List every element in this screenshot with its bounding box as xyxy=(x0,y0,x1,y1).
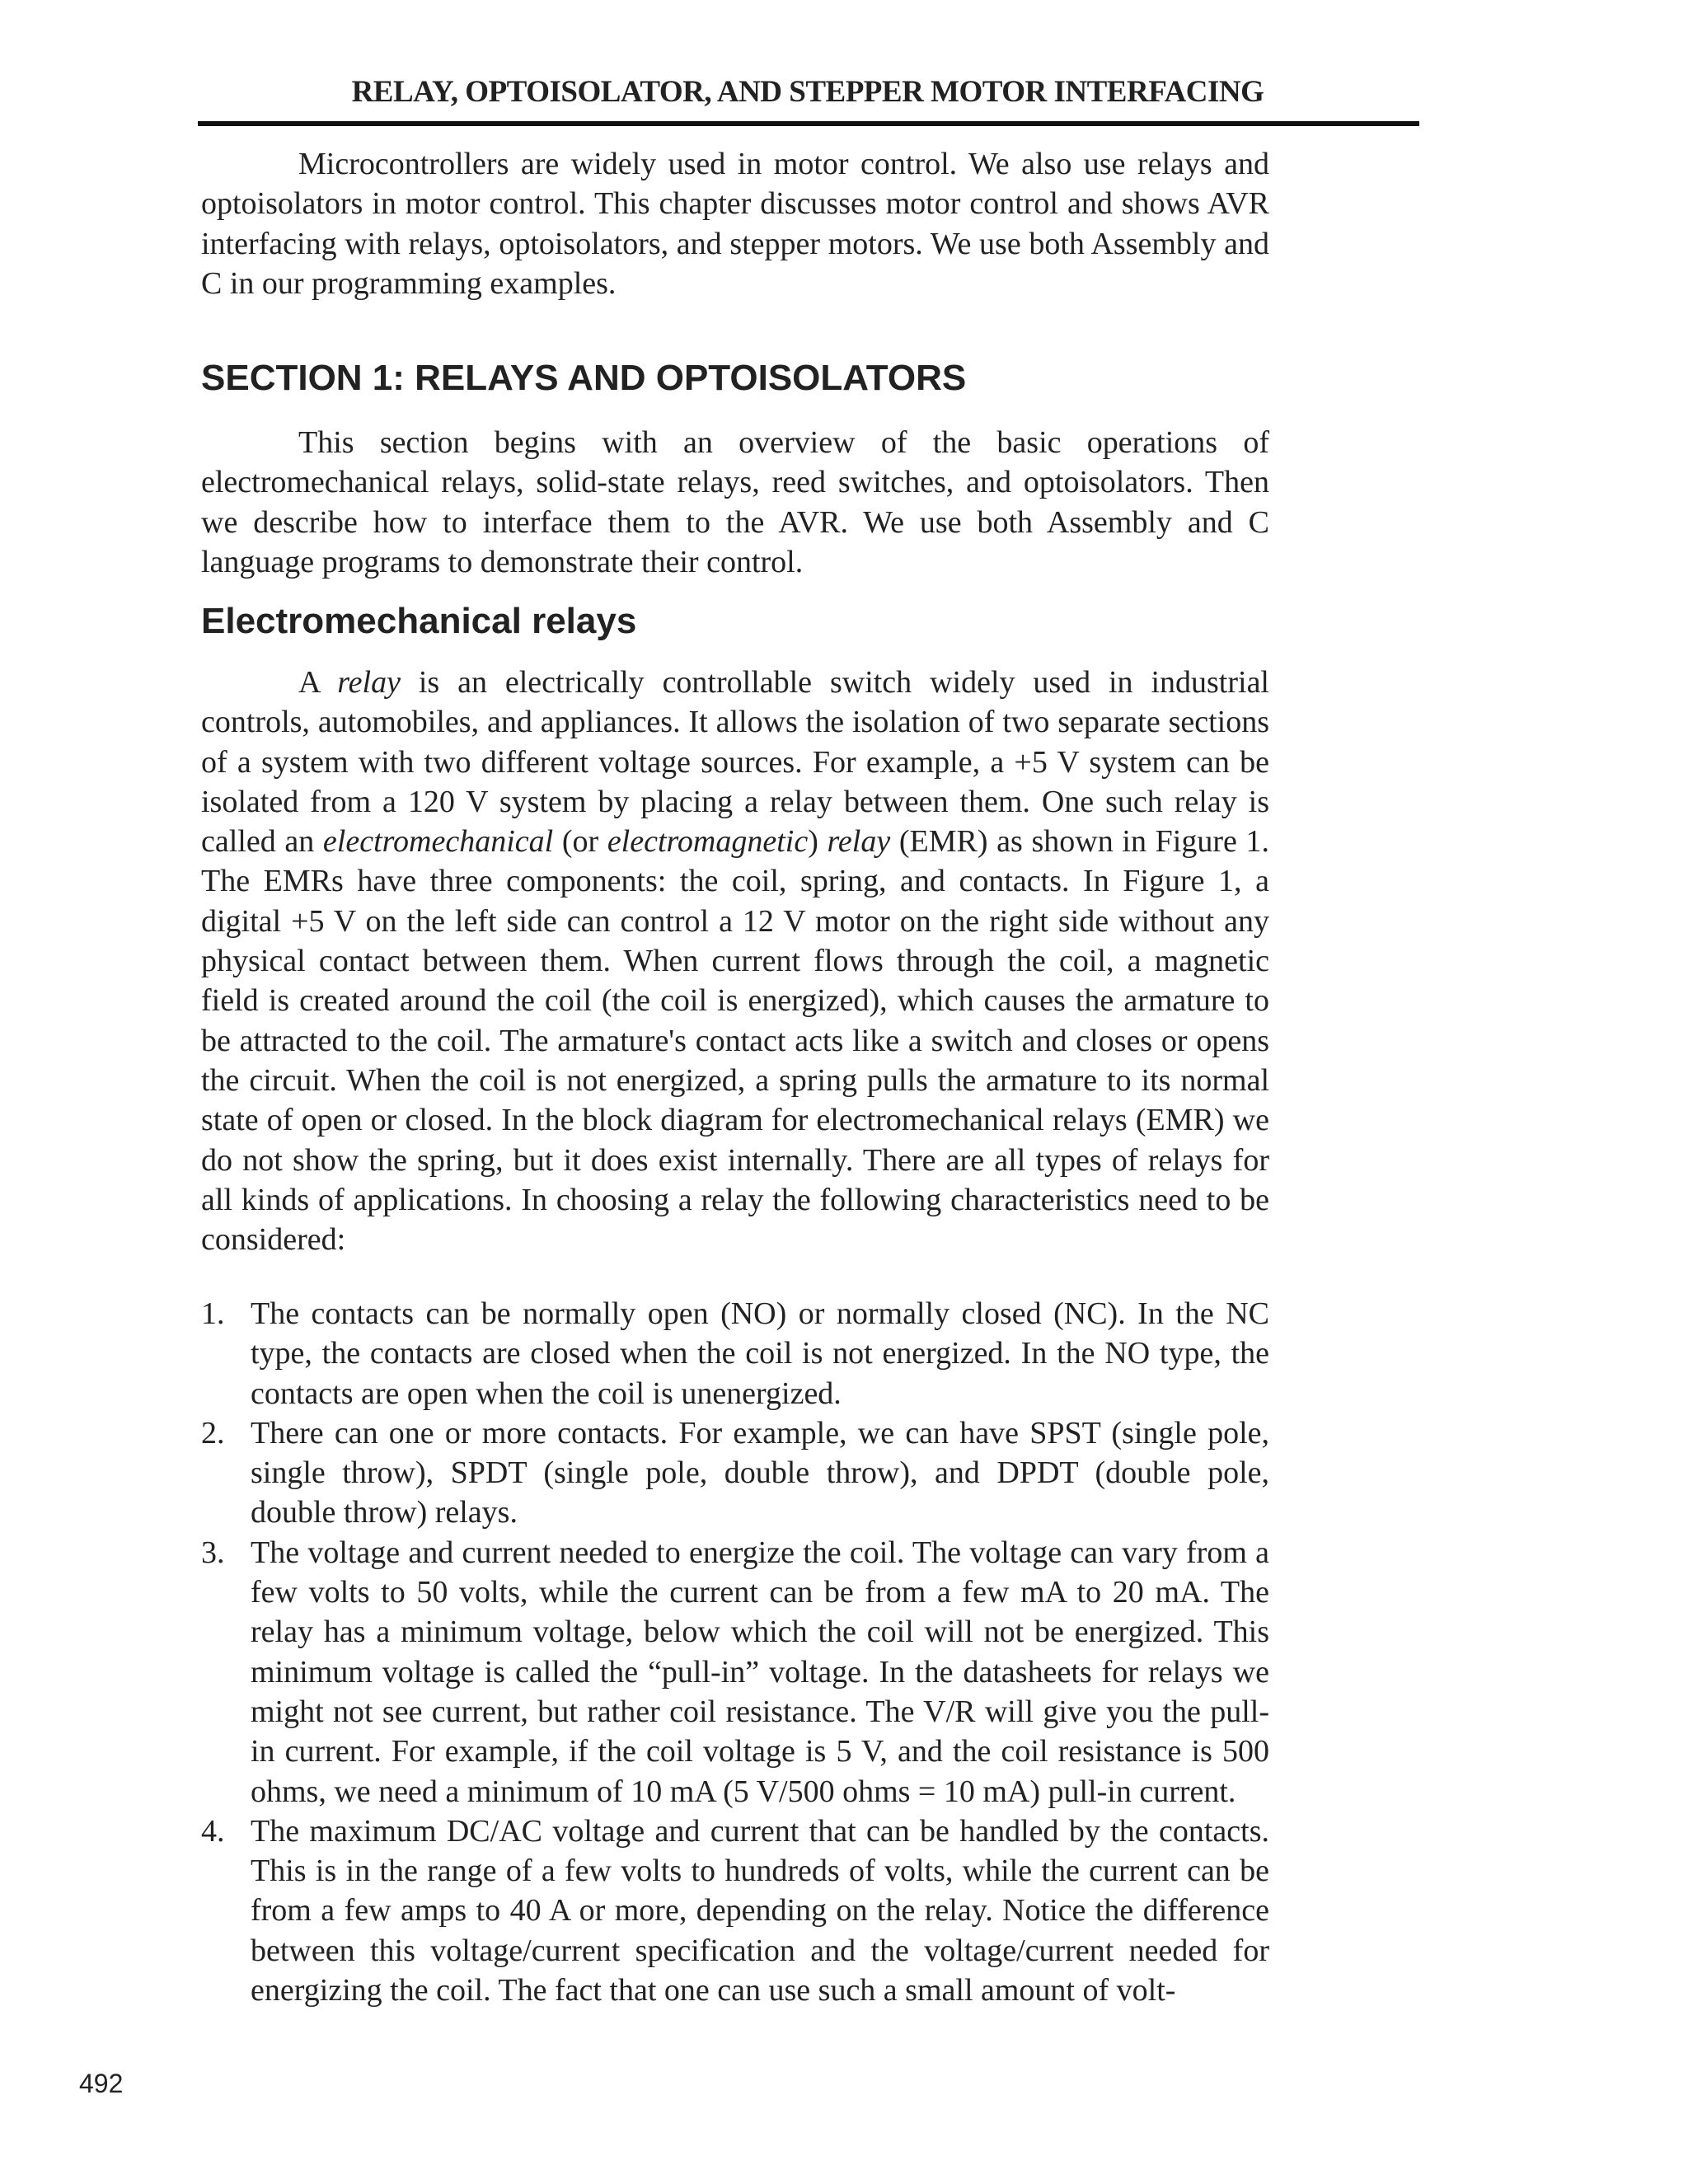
term-relay-2: relay xyxy=(827,824,891,860)
emr-text-e: (EMR) as shown in Figure 1. The EMRs have three components: the coil, spring, and contacts. In Figure 1, a digital +5 V on the left side can control a 12 V motor on the right side without any physical contact between them. When current flows through the coil, a magnetic field is created around the coil (the coil is energized), which causes the armature to be attracted to the coil. The armature's contact acts like a switch and closes or opens the circuit. When the coil is not energized, a spring pulls the armature to its normal state of open or closed. In the block diagram for electromechanical relays (EMR) we do not show the spring, but it does exist internally. There are all types of relays for all kinds of applications. In choosing a relay the following characteristics need to be considered: xyxy=(201,824,1270,1258)
subsection-heading-block xyxy=(201,600,1269,643)
term-relay: relay xyxy=(337,665,401,700)
list-item-number: 3. xyxy=(201,1535,225,1570)
list-item xyxy=(201,1533,1269,1811)
section-intro-block xyxy=(201,423,1269,582)
emr-text-a: A xyxy=(298,665,338,700)
list-item-number: 4. xyxy=(201,1813,225,1849)
list-item-text: The maximum DC/AC voltage and current that can be handled by the contacts. This is in the range of a few volts to hundreds of volts, while the current can be from a few amps to 40 A or more, depending on the relay. Notice the difference between this voltage/current specification and the voltage/current needed for energizing the coil. The fact that one can use such a small amount of volt- xyxy=(251,1813,1269,2008)
list-item xyxy=(201,1413,1269,1533)
page-number: 492 xyxy=(79,2069,124,2098)
characteristics-list xyxy=(201,1294,1269,2010)
emr-text-b: is an electrically controllable switch widely used in industrial controls, automobiles, and appliances. It allows the isolation of two separate sections of a system with two different voltage sources. For example, a +5 V system can be isolated from a 120 V system by placing a relay between them. One such relay is called an xyxy=(201,665,1269,860)
list-item-number: 1. xyxy=(201,1296,225,1331)
section-heading: SECTION 1: RELAYS AND OPTOISOLATORS xyxy=(201,358,967,398)
section-intro-paragraph: This section begins with an overview of the basic operations of electromechanical relays, solid-state relays, reed switches, and optoisolators. Then we describe how to interface them to the AVR. We use both Assembly and C language programs to demonstrate their control. xyxy=(201,425,1269,579)
intro-paragraph: Microcontrollers are widely used in motor control. We also use relays and optoisolators in motor control. This chapter discusses motor control and shows AVR interfacing with relays, optoisolators, and stepper motors. We use both Assembly and C in our programming examples. xyxy=(201,147,1269,301)
emr-paragraph xyxy=(201,663,1269,1259)
list-item-text: The voltage and current needed to energize the coil. The voltage can vary from a few volts to 50 volts, while the current can be from a few mA to 20 mA. The relay has a minimum voltage, below which the coil will not be energized. This minimum voltage is called the “pull-in” voltage. In the datasheets for relays we might not see current, but rather coil resistance. The V/R will give you the pull-in current. For example, if the coil voltage is 5 V, and the coil resistance is 500 ohms, we need a minimum of 10 mA (5 V/500 ohms = 10 mA) pull-in current. xyxy=(251,1535,1269,1809)
running-head: RELAY, OPTOISOLATOR, AND STEPPER MOTOR INTERFACING xyxy=(351,75,1264,109)
list-item-number: 2. xyxy=(201,1415,225,1451)
list-item xyxy=(201,1294,1269,1413)
header-rule xyxy=(198,121,1419,126)
list-item-text: The contacts can be normally open (NO) or normally closed (NC). In the NC type, the contacts are closed when the coil is not energized. In the NO type, the contacts are open when the coil is unenergized. xyxy=(251,1296,1269,1411)
term-electromechanical: electromechanical xyxy=(322,824,554,860)
list-item xyxy=(201,1811,1269,2010)
term-electromagnetic: electromagnetic xyxy=(607,824,809,860)
intro-block xyxy=(201,144,1269,303)
emr-text-d: ) xyxy=(808,824,828,860)
emr-block xyxy=(201,663,1269,1259)
emr-text-c: (or xyxy=(553,824,607,860)
list-item-text: There can one or more contacts. For example, we can have SPST (single pole, single throw), SPDT (single pole, double throw), and DPDT (double pole, double throw) relays. xyxy=(251,1415,1269,1530)
characteristics-list-block xyxy=(201,1294,1269,2010)
section-heading-block xyxy=(201,357,1269,400)
subsection-heading: Electromechanical relays xyxy=(201,601,637,641)
